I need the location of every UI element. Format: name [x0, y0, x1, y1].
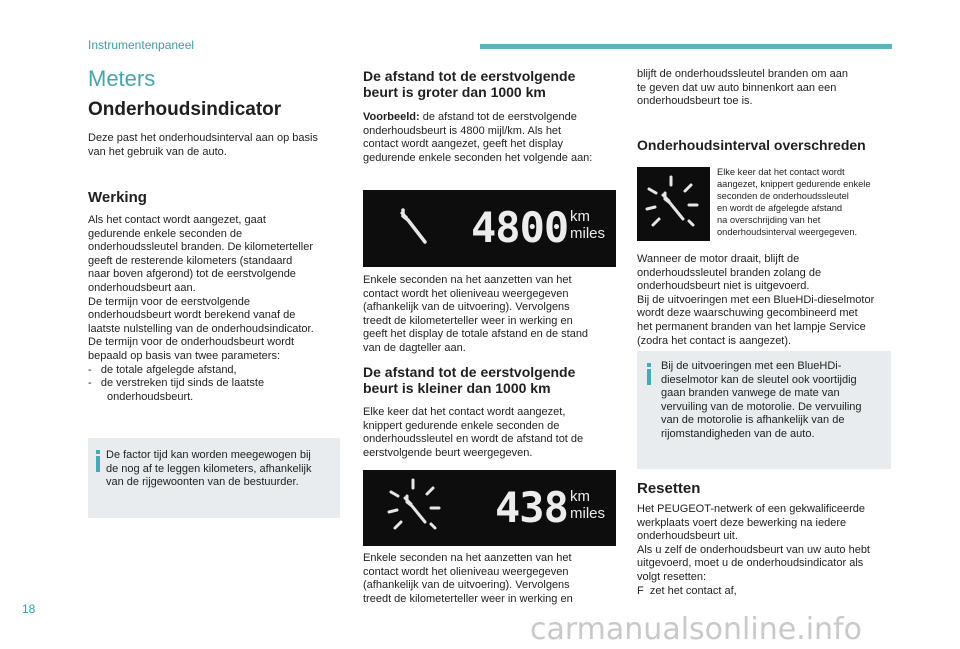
text-line: gaan branden vanwege de mate van: [661, 387, 840, 400]
odometer-value: 4800: [471, 203, 569, 252]
step-text: zet het contact af,: [643, 584, 737, 597]
info-icon: [94, 450, 102, 472]
text-line: knippert gedurende enkele seconden de: [363, 419, 560, 432]
text-line: Als het contact wordt aangezet, gaat: [88, 214, 266, 226]
text-line: het permanent branden van het lampje Service: [637, 320, 866, 333]
text-line: van de dagteller aan.: [363, 341, 466, 354]
text-line: onderhoudssleutel branden zolang de: [637, 266, 822, 279]
blinking-wrench-icon: [645, 175, 701, 233]
text-line: onderhoudsbeurt niet is uitgevoerd.: [637, 280, 810, 293]
page-title: Meters: [88, 66, 156, 91]
section-heading: Onderhoudsindicator: [88, 99, 282, 120]
text-line: Bij de uitvoeringen met een BlueHDi-dieselmotor: [637, 293, 875, 306]
text-line: blijft de onderhoudssleutel branden om aan: [637, 68, 848, 80]
text-line: contact wordt het olieniveau weergegeven: [363, 287, 569, 300]
step-item: [637, 585, 899, 599]
text-line: uitgevoerd, moet u de onderhoudsindicator als: [637, 557, 864, 570]
after-display1-paragraph: [363, 274, 625, 356]
heading-line: De afstand tot de eerstvolgende: [363, 364, 576, 380]
text-line: onderhoudssleutel en wordt de afstand tot de: [363, 433, 584, 446]
odometer-value: 438: [495, 483, 568, 532]
text-line: Het PEUGEOT-netwerk of een gekwalificeerde: [637, 503, 866, 515]
text-line: van de rijgewoonten van de bestuurder.: [106, 476, 299, 489]
unit-miles: miles: [570, 225, 606, 242]
text-line: (afhankelijk van de uitvoering). Vervolgens: [363, 301, 570, 314]
icon-caption: [717, 166, 897, 238]
odometer-display-438: [363, 470, 616, 546]
text-line: onderhoudsbeurt is 4800 mijl/km. Als het: [363, 124, 562, 137]
text-line: De termijn voor de onderhoudsbeurt wordt: [88, 336, 295, 349]
werking-heading: Werking: [88, 189, 147, 206]
wrench-icon: [399, 208, 429, 246]
text-line: geeft het display de totale afstand en de stand: [363, 328, 589, 341]
werking-paragraph: [88, 214, 350, 404]
text-line: de nog af te leggen kilometers, afhankelijk: [106, 462, 312, 475]
text-line: gedurende enkele seconden de: [88, 227, 243, 240]
info-note: [637, 351, 891, 469]
text-line: na overschrijding van het: [717, 215, 821, 225]
service-icon-panel: [637, 167, 710, 241]
heading-line: beurt is kleiner dan 1000 km: [363, 380, 551, 396]
interval-body-paragraph: [637, 253, 899, 348]
text-line: De termijn voor de eerstvolgende: [88, 295, 251, 308]
text-line: Wanneer de motor draait, blijft de: [637, 253, 800, 265]
heading-interval-exceeded: Onderhoudsinterval overschreden: [637, 137, 866, 153]
text-line: bepaald op basis van twee parameters:: [88, 349, 281, 362]
unit-km: km: [570, 488, 590, 505]
text-line: geeft de resterende kilometers (standaard: [88, 254, 293, 267]
text-line: van het gebruik van de auto.: [88, 145, 227, 158]
text-line: onderhoudsbeurt wordt berekend vanaf de: [88, 309, 296, 322]
text-line: wordt deze waarschuwing gecombineerd met: [637, 307, 858, 320]
blinking-wrench-icon: [387, 478, 443, 536]
list-item-continuation: onderhoudsbeurt.: [107, 390, 194, 403]
text-line: onderhoudsbeurt uit.: [637, 530, 738, 543]
text-line: Elke keer dat het contact wordt: [717, 167, 845, 177]
unit-miles: miles: [570, 505, 606, 522]
text-line: onderhoudsbeurt toe is.: [637, 95, 753, 108]
text-line: onderhoudsinterval weergegeven.: [717, 227, 858, 237]
text-line: dieselmotor kan de sleutel ook voortijdig: [661, 373, 857, 386]
text-line: onderhoudssleutel branden. De kilometerteller: [88, 241, 314, 254]
unit-km: km: [570, 208, 590, 225]
text-line: (afhankelijk van de uitvoering). Vervolgens: [363, 579, 570, 592]
text-line: Elke keer dat het contact wordt aangezet,: [363, 406, 566, 418]
text-line: te geven dat uw auto binnenkort aan een: [637, 81, 837, 94]
text-line: contact wordt aangezet, geeft het display: [363, 138, 563, 151]
page-number: 18: [22, 602, 36, 616]
note-text: [106, 449, 338, 490]
text-line: treedt de kilometerteller weer in werking en: [363, 314, 573, 327]
text-line: volgt resetten:: [637, 570, 707, 583]
text-line: treedt de kilometerteller weer in werking en: [363, 592, 573, 605]
text-line: laatste nulstelling van de onderhoudsindicator.: [88, 322, 314, 335]
text-line: De factor tijd kan worden meegewogen bij: [106, 449, 311, 461]
text-line: Enkele seconden na het aanzetten van het: [363, 274, 572, 286]
text-line: werkplaats voert deze bewerking na iedere: [637, 516, 847, 529]
note-text: [661, 360, 889, 442]
text-line: (zodra het contact is aangezet).: [637, 334, 792, 347]
heading-line: De afstand tot de eerstvolgende: [363, 68, 576, 84]
text-line: gedurende enkele seconden het volgende aan:: [363, 151, 593, 164]
list-item: - de verstreken tijd sinds de laatste: [88, 377, 265, 390]
continued-paragraph: [637, 68, 899, 109]
list-item: - de totale afgelegde afstand,: [88, 363, 237, 376]
text-line: Bij de uitvoeringen met een BlueHDi-: [661, 360, 842, 372]
heading-less-1000: [363, 364, 575, 396]
odometer-display-4800: [363, 190, 616, 267]
text-line: vervuiling van de motorolie. De vervuiling: [661, 400, 862, 413]
text-line: [363, 111, 623, 125]
unit-label: [570, 488, 605, 522]
info-icon: [645, 363, 653, 385]
after-display2-paragraph: [363, 552, 625, 606]
step-bullet-icon: F: [637, 584, 644, 597]
heading-line: beurt is groter dan 1000 km: [363, 84, 546, 100]
watermark: carmanualsonline.info: [530, 612, 862, 647]
text-line: en wordt de afgelegde afstand: [717, 203, 843, 213]
text-line: contact wordt het olieniveau weergegeven: [363, 565, 569, 578]
text-line: Deze past het onderhoudsinterval aan op basis: [88, 132, 318, 144]
example-label: Voorbeeld:: [363, 111, 420, 123]
section-header: Instrumentenpaneel: [88, 38, 195, 52]
text-line: onderhoudsbeurt aan.: [88, 281, 196, 294]
text-line: Als u zelf de onderhoudsbeurt van uw auto hebt: [637, 543, 870, 556]
resetten-heading: Resetten: [637, 480, 701, 497]
text-line: eerstvolgende beurt weergegeven.: [363, 446, 533, 459]
text-line: naar boven afgerond) tot de eerstvolgende: [88, 268, 296, 281]
intro-paragraph: [88, 132, 348, 159]
info-note: [88, 438, 340, 518]
text-line: seconden de onderhoudssleutel: [717, 191, 849, 201]
heading-greater-1000: [363, 68, 575, 100]
text-line: van de motorolie is afhankelijk van de: [661, 414, 845, 427]
header-rule: [480, 44, 892, 49]
text-line: Enkele seconden na het aanzetten van het: [363, 552, 572, 564]
unit-label: [570, 208, 605, 242]
example-paragraph: [363, 111, 623, 165]
example-text: de afstand tot de eerstvolgende: [419, 111, 577, 123]
text-line: rijomstandigheden van de auto.: [661, 427, 815, 440]
kleiner-paragraph: [363, 406, 625, 460]
resetten-paragraph: [637, 503, 899, 598]
text-line: aangezet, knippert gedurende enkele: [717, 179, 871, 189]
